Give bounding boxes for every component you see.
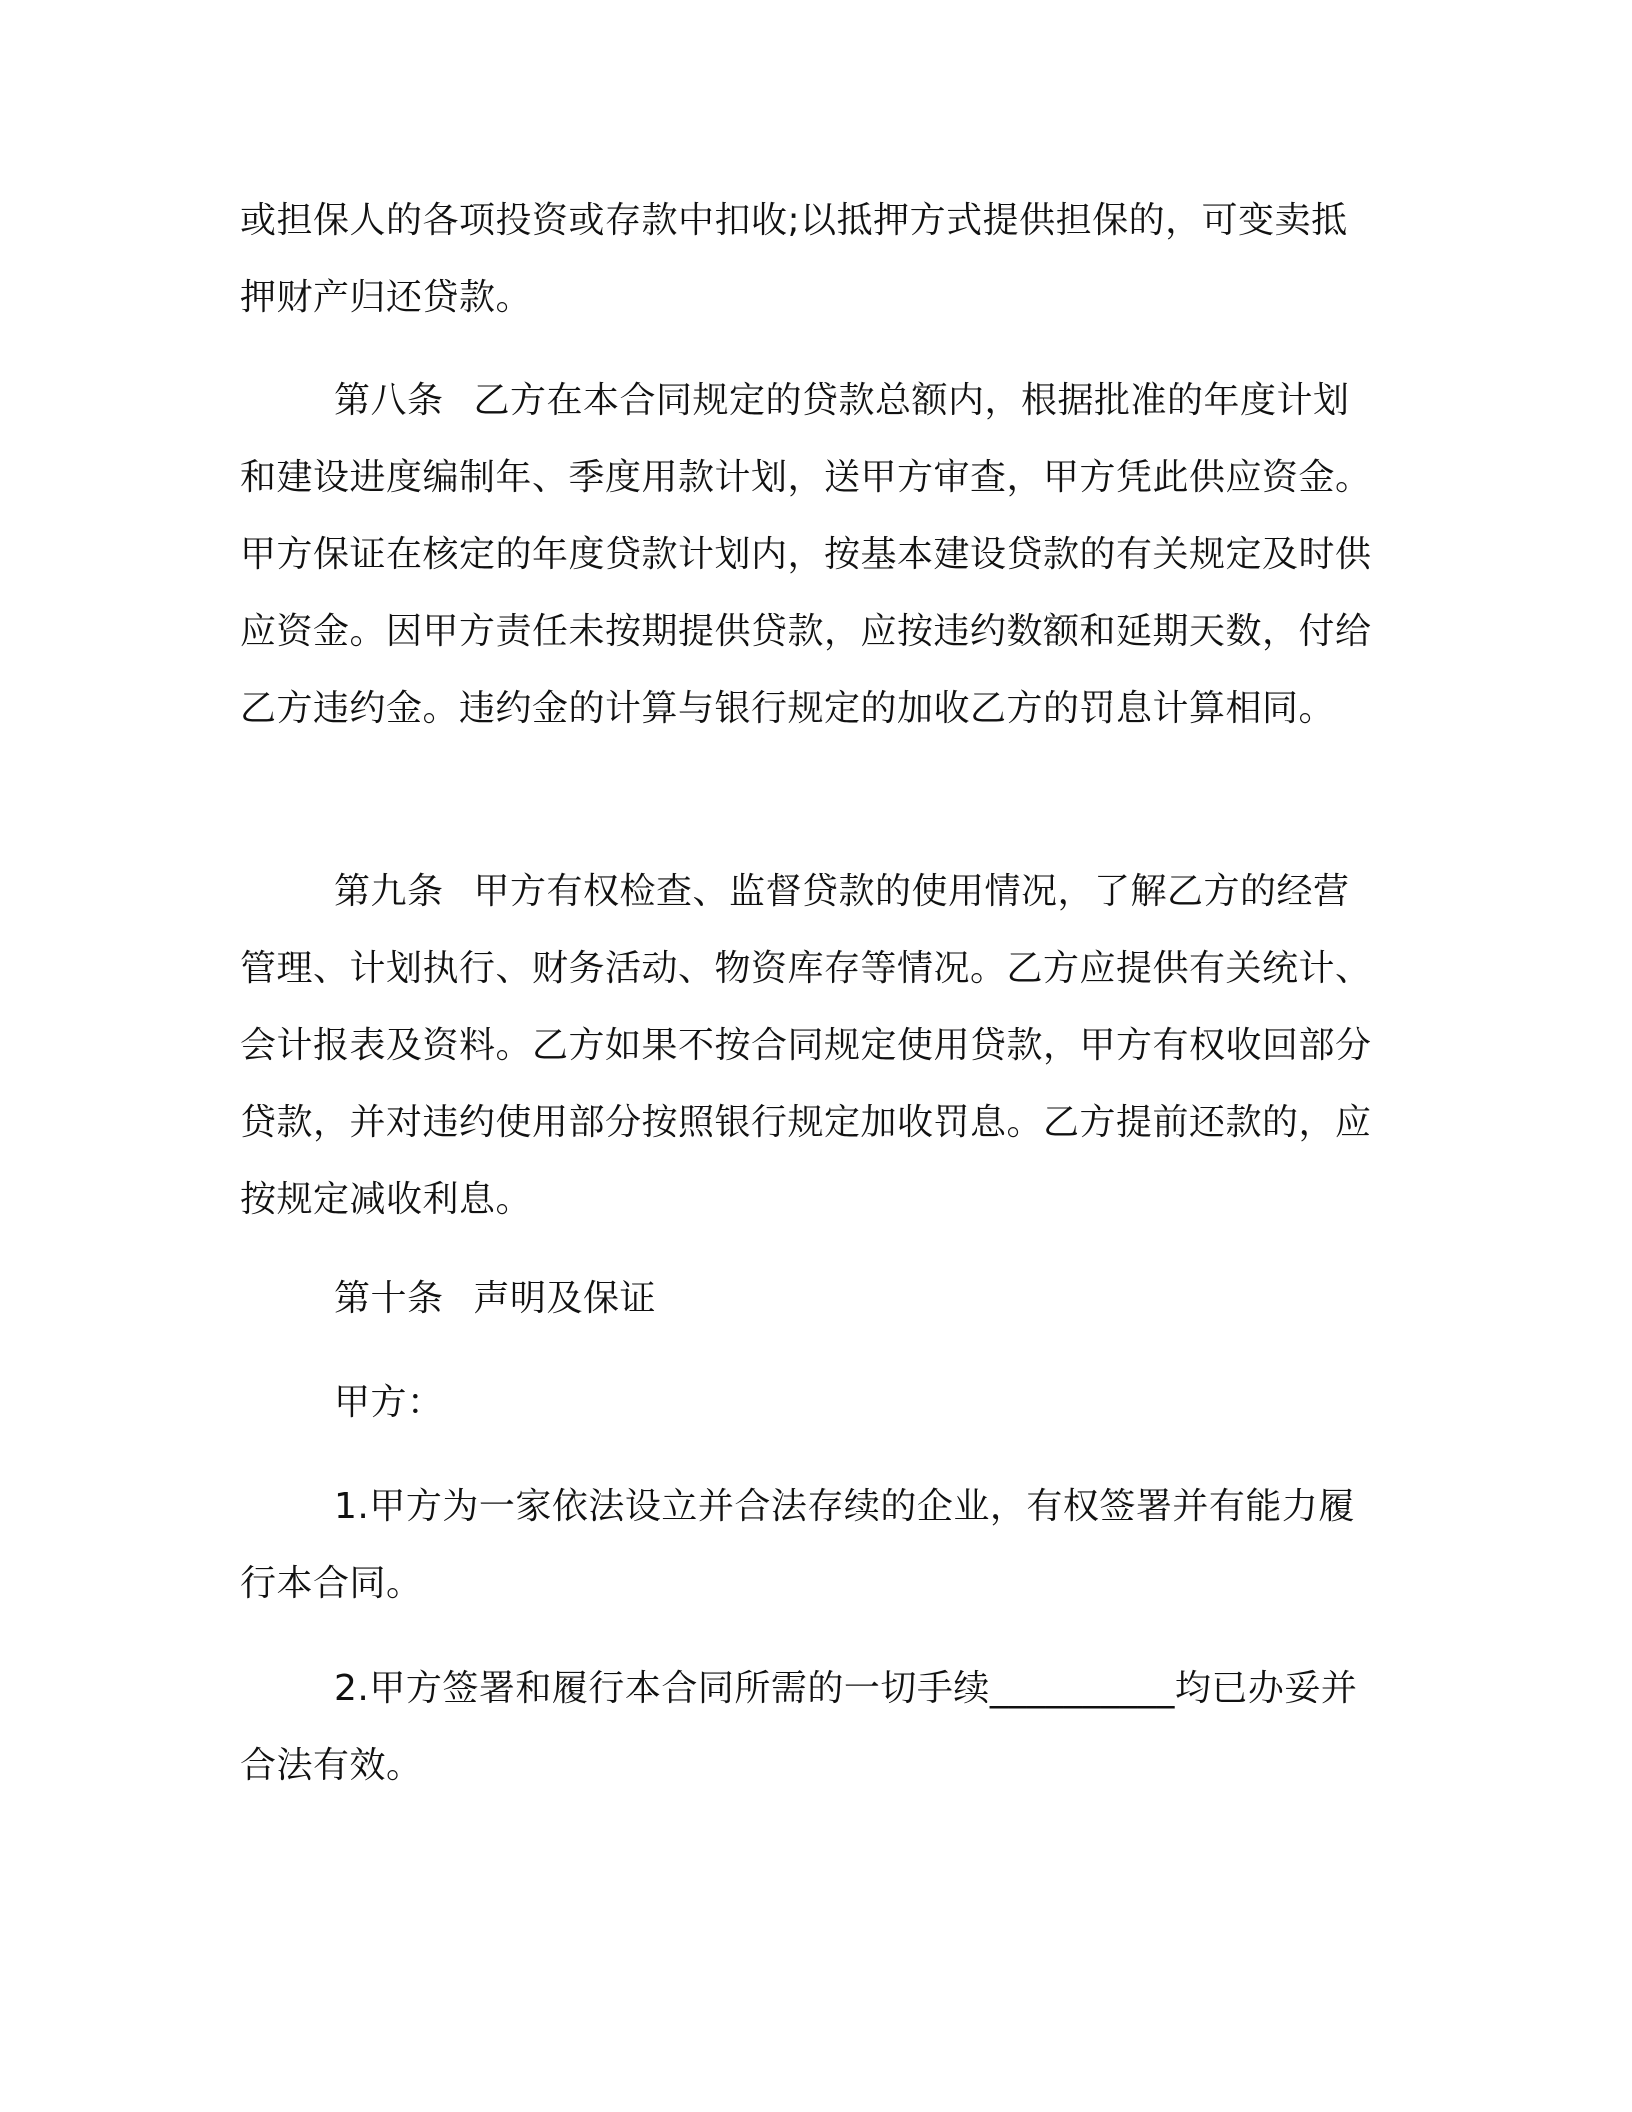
article-8-paragraph (240, 362, 1380, 747)
paragraph-text: 或担保人的各项投资或存款中扣收;以抵押方式提供担保的，可变卖抵押财产归还贷款。 (240, 200, 1348, 318)
article-9-text: 甲方有权检查、监督贷款的使用情况，了解乙方的经营管理、计划执行、财务活动、物资库存等情况。乙方应提供有关统计、会计报表及资料。乙方如果不按合同规定使用贷款，甲方有权收回部分贷款，并对违约使用部分按照银行规定加收罚息。乙方提前还款的，应按规定减收利息。 (240, 871, 1372, 1220)
clause-2-paragraph (240, 1650, 1380, 1804)
clause-1-paragraph (240, 1468, 1380, 1622)
clause-2-text: 2.甲方签署和履行本合同所需的一切手续__________均已办妥并合法有效。 (240, 1668, 1358, 1786)
party-a-text: 甲方： (334, 1382, 444, 1423)
article-9-heading: 第九条 (334, 871, 444, 912)
party-a-label (240, 1364, 1380, 1441)
article-9-paragraph (240, 853, 1380, 1238)
article-8-text: 乙方在本合同规定的贷款总额内，根据批准的年度计划和建设进度编制年、季度用款计划，送甲方审查，甲方凭此供应资金。甲方保证在核定的年度贷款计划内，按基本建设贷款的有关规定及时供应资金。因甲方责任未按期提供贷款，应按违约数额和延期天数，付给乙方违约金。违约金的计算与银行规定的加收乙方的罚息计算相同。 (240, 380, 1372, 729)
clause-1-text: 1.甲方为一家依法设立并合法存续的企业，有权签署并有能力履行本合同。 (240, 1486, 1355, 1604)
article-10-heading: 第十条 (334, 1278, 444, 1319)
article-8-heading: 第八条 (334, 380, 444, 421)
article-10-paragraph (240, 1260, 1380, 1337)
article-10-text: 声明及保证 (473, 1278, 657, 1319)
paragraph-continuation (240, 182, 1380, 336)
